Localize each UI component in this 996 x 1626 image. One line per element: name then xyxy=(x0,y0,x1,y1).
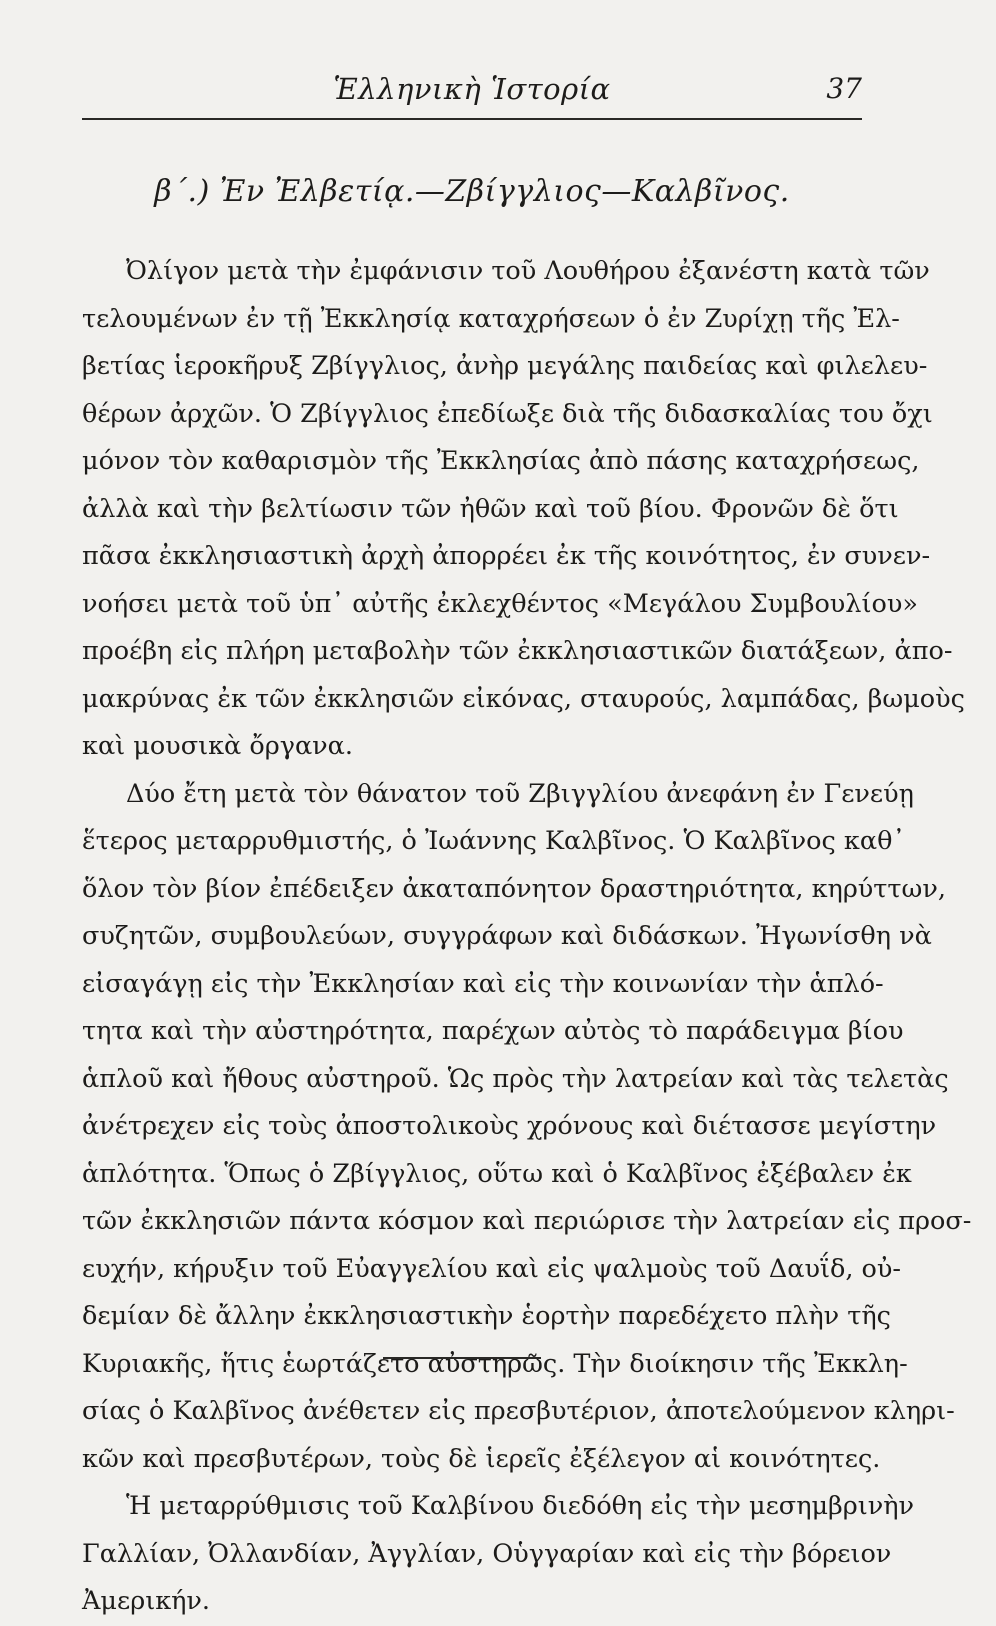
text-line: Γαλλίαν, Ὀλλανδίαν, Ἀγγλίαν, Οὑγγαρίαν καὶ εἰς τὴν βόρειον xyxy=(82,1538,892,1569)
text-line: μόνον τὸν καθαρισμὸν τῆς Ἐκκλησίας ἀπὸ πάσης καταχρήσεως, xyxy=(82,446,920,476)
body-text xyxy=(82,248,972,1626)
end-rule xyxy=(383,1357,541,1359)
text-line: συζητῶν, συμβουλεύων, συγγράφων καὶ διδάσκων. Ἠγωνίσθη νὰ xyxy=(82,921,932,951)
text-line: προέβη εἰς πλήρη μεταβολὴν τῶν ἐκκλησιαστικῶν διατάξεων, ἀπο- xyxy=(82,636,953,666)
paragraph-spread xyxy=(82,1483,915,1626)
text-line: τῶν ἐκκλησιῶν πάντα κόσμον καὶ περιώρισε τὴν λατρείαν εἰς προσ- xyxy=(82,1206,972,1236)
header-rule xyxy=(82,118,862,120)
text-line: κῶν καὶ πρεσβυτέρων, τοὺς δὲ ἱερεῖς ἐξέλεγον αἱ κοινότητες. xyxy=(82,1443,881,1474)
section-title: β΄.) Ἐν Ἐλβετίᾳ.—Ζβίγγλιος—Καλβῖνος. xyxy=(154,174,790,209)
text-line: βετίας ἱεροκῆρυξ Ζβίγγλιος, ἀνὴρ μεγάλης παιδείας καὶ φιλελευ- xyxy=(82,351,928,381)
text-line: νοήσει μετὰ τοῦ ὑπ᾽ αὐτῆς ἐκλεχθέντος «Μεγάλου Συμβουλίου» xyxy=(82,588,918,619)
text-line: Ἡ μεταρρύθμισις τοῦ Καλβίνου διεδόθη εἰς τὴν μεσημβρινὴν xyxy=(126,1491,915,1521)
text-line: μακρύνας ἐκ τῶν ἐκκλησιῶν εἰκόνας, σταυρούς, λαμπάδας, βωμοὺς xyxy=(82,683,965,714)
paragraph-calvin xyxy=(82,771,972,1484)
text-line: ὅλον τὸν βίον ἐπέδειξεν ἀκαταπόνητον δραστηριότητα, κηρύττων, xyxy=(82,873,946,904)
text-line: ἕτερος μεταρρυθμιστής, ὁ Ἰωάννης Καλβῖνος. Ὁ Καλβῖνος καθ᾽ xyxy=(82,826,906,856)
text-line: τητα καὶ τὴν αὐστηρότητα, παρέχων αὐτὸς τὸ παράδειγμα βίου xyxy=(82,1016,904,1046)
running-head: Ἑλληνικὴ Ἱστορία xyxy=(333,72,611,106)
text-line: πᾶσα ἐκκλησιαστικὴ ἀρχὴ ἀπορρέει ἐκ τῆς κοινότητος, ἐν συνεν- xyxy=(82,541,931,571)
text-line: σίας ὁ Καλβῖνος ἀνέθετεν εἰς πρεσβυτέριον, ἀποτελούμενον κληρι- xyxy=(82,1396,955,1426)
text-line: Ἀμερικήν. xyxy=(82,1586,211,1616)
text-line: ευχήν, κήρυξιν τοῦ Εὐαγγελίου καὶ εἰς ψαλμοὺς τοῦ Δαυΐδ, οὐ- xyxy=(82,1253,902,1284)
page-header xyxy=(82,72,862,122)
text-line: Κυριακῆς, ἥτις ἑωρτάζετο αὐστηρῶς. Τὴν διοίκησιν τῆς Ἐκκλη- xyxy=(82,1348,908,1379)
text-line: ἀνέτρεχεν εἰς τοὺς ἀποστολικοὺς χρόνους καὶ διέτασσε μεγίστην xyxy=(82,1111,937,1141)
page-number: 37 xyxy=(826,72,862,105)
text-line: ἀλλὰ καὶ τὴν βελτίωσιν τῶν ἠθῶν καὶ τοῦ βίου. Φρονῶν δὲ ὅτι xyxy=(82,493,899,524)
text-line: ἁπλοῦ καὶ ἤθους αὐστηροῦ. Ὡς πρὸς τὴν λατρείαν καὶ τὰς τελετὰς xyxy=(82,1063,949,1094)
text-line: Ὀλίγον μετὰ τὴν ἐμφάνισιν τοῦ Λουθήρου ἐξανέστη κατὰ τῶν xyxy=(126,256,930,286)
text-line: τελουμένων ἐν τῇ Ἐκκλησίᾳ καταχρήσεων ὁ ἐν Ζυρίχῃ τῆς Ἐλ- xyxy=(82,303,900,334)
text-line: ἁπλότητα. Ὅπως ὁ Ζβίγγλιος, οὕτω καὶ ὁ Καλβῖνος ἐξέβαλεν ἐκ xyxy=(82,1158,912,1189)
paragraph-zwingli xyxy=(82,248,965,771)
text-line: Δύο ἔτη μετὰ τὸν θάνατον τοῦ Ζβιγγλίου ἀνεφάνη ἐν Γενεύῃ xyxy=(126,778,914,809)
text-line: δεμίαν δὲ ἄλλην ἐκκλησιαστικὴν ἑορτὴν παρεδέχετο πλὴν τῆς xyxy=(82,1301,891,1331)
text-line: εἰσαγάγῃ εἰς τὴν Ἐκκλησίαν καὶ εἰς τὴν κοινωνίαν τὴν ἁπλό- xyxy=(82,968,884,999)
text-line: θέρων ἀρχῶν. Ὁ Ζβίγγλιος ἐπεδίωξε διὰ τῆς διδασκαλίας του ὄχι xyxy=(82,398,933,429)
text-line: καὶ μουσικὰ ὄργανα. xyxy=(82,731,353,761)
